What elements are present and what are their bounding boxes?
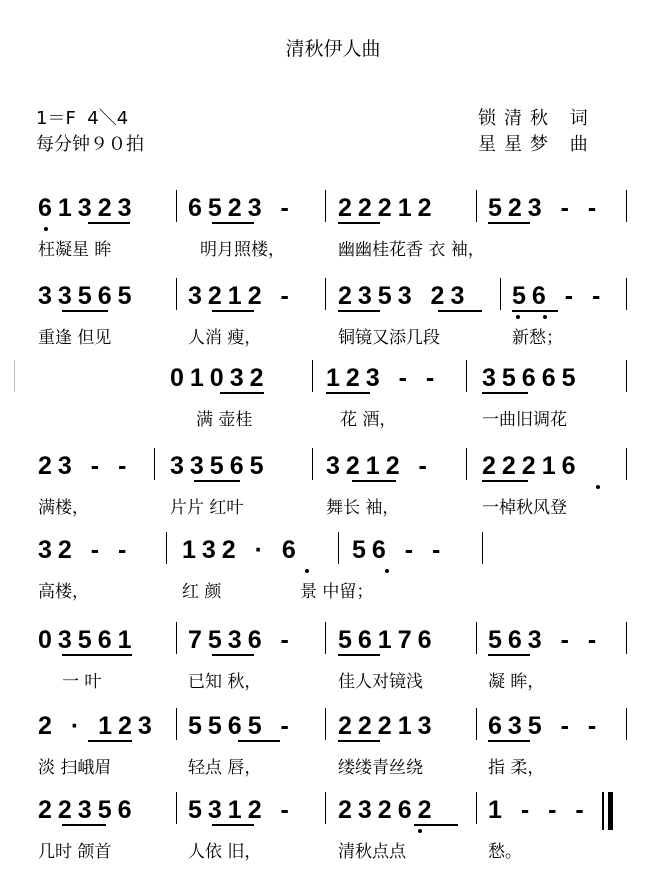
lyric: 佳人对镜浅 <box>338 672 423 692</box>
final-barline-thick <box>608 792 613 830</box>
lyric: 人消 瘦， <box>188 328 262 348</box>
lyric: 清秋点点 <box>338 842 406 862</box>
measure: 01032 <box>170 364 270 392</box>
measure: 35665 <box>482 364 582 392</box>
measure: 56176 <box>338 626 438 654</box>
barline <box>626 448 627 480</box>
barline <box>325 190 326 222</box>
barline <box>626 190 627 222</box>
measure: 523 - - <box>488 194 603 222</box>
meta-left <box>36 106 144 158</box>
barline <box>325 622 326 654</box>
barline <box>176 708 177 740</box>
underline <box>88 740 132 742</box>
underline <box>338 310 380 312</box>
low-octave-dot <box>596 485 600 489</box>
barline <box>476 708 477 740</box>
underline <box>488 222 530 224</box>
barline <box>476 792 477 824</box>
measure: 23 - - <box>38 452 133 480</box>
barline <box>626 622 627 654</box>
measure: 5312 - <box>188 796 295 824</box>
underline <box>62 654 132 656</box>
lyric: 新愁； <box>512 328 563 348</box>
lyric: 满楼， <box>38 498 89 518</box>
barline <box>466 448 467 480</box>
score-row-7 <box>0 706 666 796</box>
low-octave-dot <box>385 569 389 573</box>
lyric: 景 中留； <box>300 582 374 602</box>
song-title: 清秋伊人曲 <box>285 38 381 60</box>
lyric: 已知 秋， <box>188 672 262 692</box>
measure: 61323 <box>38 194 138 222</box>
underline <box>338 654 380 656</box>
lyric: 重逢 但见 <box>38 328 112 348</box>
lyric: 一 叶 <box>62 672 102 692</box>
underline <box>194 480 240 482</box>
measure: 23262 <box>338 796 438 824</box>
underline <box>326 392 370 394</box>
underline <box>238 740 280 742</box>
barline <box>325 278 326 310</box>
measure: 1 - - - <box>488 796 590 824</box>
meta-right <box>478 106 596 158</box>
underline <box>488 654 530 656</box>
lyric: 高楼， <box>38 582 89 602</box>
key-time-signature: 1＝F 4＼4 <box>36 108 129 129</box>
underline <box>438 310 482 312</box>
barline <box>338 532 339 564</box>
underline <box>212 824 254 826</box>
underline <box>338 222 380 224</box>
barline <box>325 708 326 740</box>
lyric: 一棹秋风登 <box>482 498 567 518</box>
lyric: 枉凝星 眸 <box>38 240 112 260</box>
measure: 3212 - <box>188 282 295 310</box>
barline <box>312 448 313 480</box>
underline <box>482 480 528 482</box>
measure: 7536 - <box>188 626 295 654</box>
lyric: 指 柔， <box>488 758 545 778</box>
measure: 3212 - <box>326 452 433 480</box>
underline <box>212 222 254 224</box>
score-row-6 <box>0 620 666 710</box>
lyric: 满 壶桂 <box>196 410 253 430</box>
lyric: 轻点 唇， <box>188 758 262 778</box>
underline <box>88 222 130 224</box>
underline <box>488 740 530 742</box>
barline <box>626 708 627 740</box>
lyric: 花 酒， <box>340 410 397 430</box>
measure: 22212 <box>338 194 438 222</box>
barline <box>176 190 177 222</box>
composer: 星星梦 曲 <box>478 134 596 155</box>
barline <box>176 792 177 824</box>
measure: 56 - - <box>512 282 607 310</box>
lyric: 明月照楼， <box>200 240 285 260</box>
measure: 32 - - <box>38 536 133 564</box>
score-row-4 <box>0 446 666 536</box>
lyric: 一曲旧调花 <box>482 410 567 430</box>
barline <box>166 532 167 564</box>
score-row-2 <box>0 276 666 366</box>
barline <box>482 532 483 564</box>
measure: 22216 <box>482 452 582 480</box>
lyric: 片片 红叶 <box>170 498 244 518</box>
measure: 56 - - <box>352 536 447 564</box>
measure: 33565 <box>170 452 270 480</box>
measure: 33565 <box>38 282 138 310</box>
underline <box>212 654 254 656</box>
barline <box>176 278 177 310</box>
score-row-8 <box>0 790 666 880</box>
lyric: 愁。 <box>488 842 522 862</box>
measure: 2353 23 <box>338 282 471 310</box>
lyric: 淡 扫峨眉 <box>38 758 112 778</box>
barline <box>312 360 313 392</box>
lyric: 几时 颌首 <box>38 842 112 862</box>
measure: 03561 <box>38 626 138 654</box>
low-octave-dot <box>516 315 520 319</box>
measure: 123 - - <box>326 364 441 392</box>
final-barline-thin <box>602 792 604 830</box>
underline <box>220 392 264 394</box>
score-row-1 <box>0 188 666 278</box>
measure: 635 - - <box>488 712 603 740</box>
underline <box>352 480 396 482</box>
underline <box>482 392 528 394</box>
lyric: 红 颜 <box>182 582 222 602</box>
low-octave-dot <box>543 315 547 319</box>
measure: 5565 - <box>188 712 295 740</box>
low-octave-dot <box>44 227 48 231</box>
faint-line <box>14 360 15 392</box>
underline <box>338 740 380 742</box>
measure: 563 - - <box>488 626 603 654</box>
measure: 6523 - <box>188 194 295 222</box>
measure: 22356 <box>38 796 138 824</box>
score-row-5 <box>0 530 666 620</box>
lyric: 铜镜又添几段 <box>338 328 440 348</box>
barline <box>476 190 477 222</box>
barline <box>476 622 477 654</box>
lyric: 缕缕青丝绕 <box>338 758 423 778</box>
lyric: 凝 眸， <box>488 672 545 692</box>
lyric: 舞长 袖， <box>326 498 400 518</box>
underline <box>62 310 108 312</box>
measure: 2 · 123 <box>38 712 158 740</box>
measure: 132 · 6 <box>182 536 302 564</box>
underline <box>414 824 458 826</box>
barline <box>626 360 627 392</box>
lyric: 幽幽桂花香 衣 袖， <box>338 240 485 260</box>
barline <box>466 360 467 392</box>
measure: 22213 <box>338 712 438 740</box>
underline <box>62 824 106 826</box>
low-octave-dot <box>305 569 309 573</box>
tempo: 每分钟９０拍 <box>36 134 144 155</box>
lyric: 人依 旧， <box>188 842 262 862</box>
low-octave-dot <box>418 829 422 833</box>
underline <box>212 310 254 312</box>
lyricist: 锁清秋 词 <box>478 108 596 129</box>
barline <box>176 622 177 654</box>
score-row-3 <box>0 358 666 448</box>
barline <box>626 278 627 310</box>
barline <box>500 278 501 310</box>
underline <box>512 310 558 312</box>
barline <box>154 448 155 480</box>
barline <box>325 792 326 824</box>
